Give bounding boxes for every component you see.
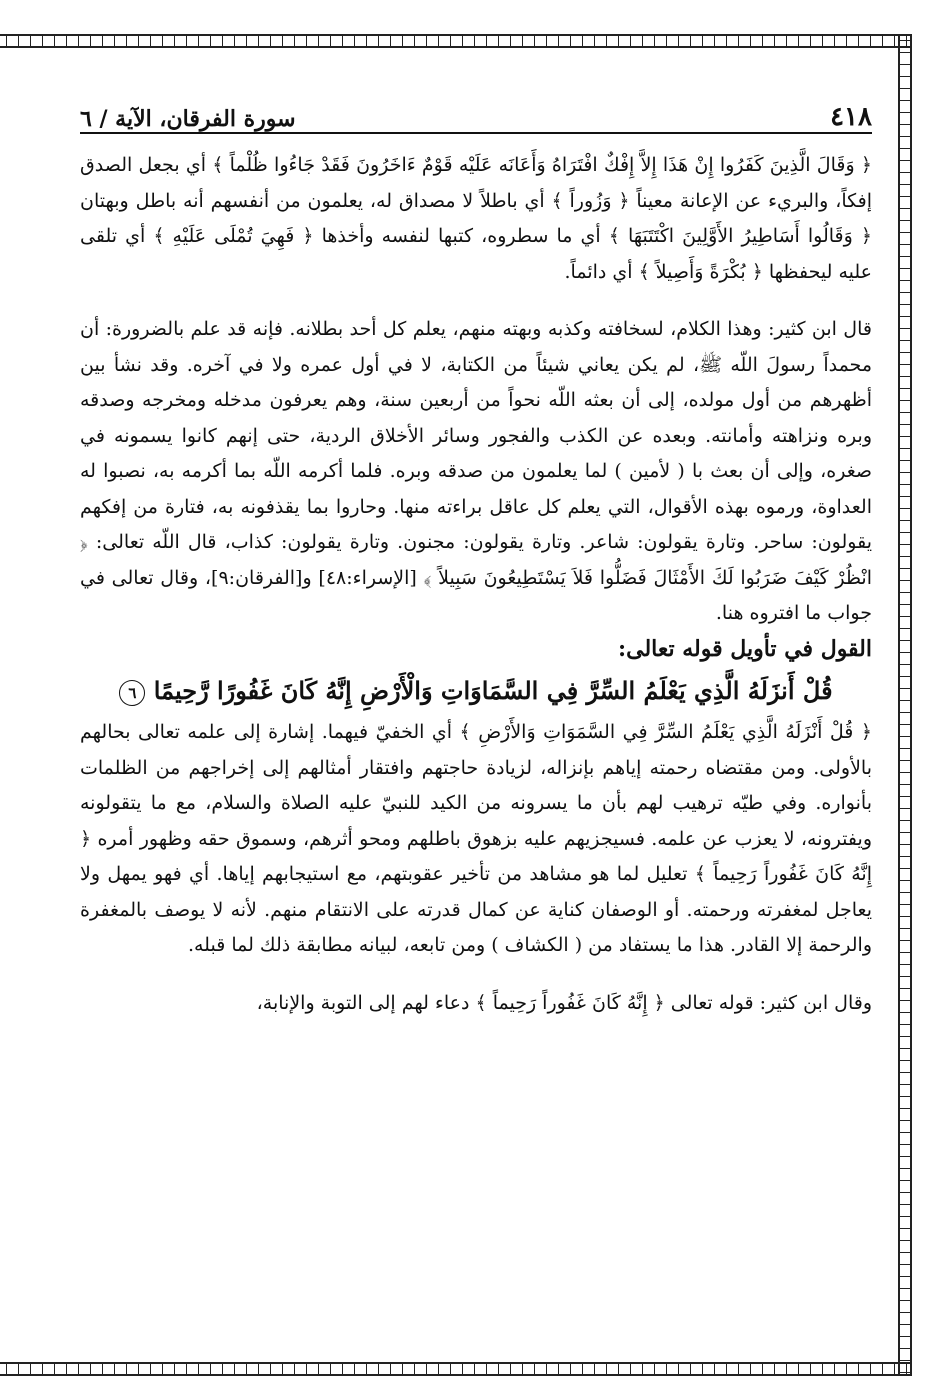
side-border-ornament bbox=[898, 34, 912, 1376]
quran-verse bbox=[80, 667, 872, 715]
section-heading: القول في تأويل قوله تعالى: bbox=[618, 635, 872, 662]
bottom-border-ornament bbox=[0, 1362, 912, 1376]
page-content bbox=[80, 148, 872, 1021]
ayah-number-icon: ٦ bbox=[119, 680, 145, 706]
paragraph: وقال ابن كثير: قوله تعالى ﴿ إِنَّهُ كَانَ غَفُوراً رَحِيماً ﴾ دعاء لهم إلى التوبة والإنابة، bbox=[256, 991, 872, 1014]
top-border-ornament bbox=[0, 34, 912, 48]
paragraph: قال ابن كثير: وهذا الكلام، لسخافته وكذبه وبهته منهم، يعلم كل أحد بطلانه. فإنه قد علم بالضرورة: أن محمداً رسولَ اللّه ﷺ، لم يكن يعاني شيئاً من الكتابة، لا في أول عمره ولا في آخره. وقد نشأ بين أظهرهم من أول مولده، إلى أن بعثه اللّه نحواً من أربعين سنة، وهم يعرفون مدخله ومخرجه وصدقه وبره ونزاهته وأمانته. وبعده عن الكذب والفجور وسائر الأخلاق الردية، حتى إنهم كانوا يسمونه في صغره، وإلى أن بعث با ( لأمين ) لما يعلمون من صدقه وبره. فلما أكرمه اللّه بما أكرمه به، نصبوا له العداوة، ورموه بهذه الأقوال، التي يعلم كل عاقل براءته منها. وحاروا بما يقذفونه به، فتارة من إفكهم يقولون: ساحر. وتارة يقولون: شاعر. وتارة يقولون: مجنون. وتارة يقولون: كذاب، قال اللّه تعالى: ﴿ انْظُرْ كَيْفَ ضَرَبُوا لَكَ الأَمْثَالَ فَضَلُّوا فَلاَ يَسْتَطِيعُونَ سَبِيلاً ﴾ [الإسراء:٤٨] و[الفرقان:٩]، وقال تعالى في جواب ما افتروه هنا. bbox=[80, 318, 872, 624]
page-header bbox=[80, 88, 872, 134]
paragraph: ﴿ وَقَالَ الَّذِينَ كَفَرُوا إِنْ هَذَا إِلاَّ إِفْكٌ افْتَرَاهُ وَأَعَانَه عَلَيْه قَوْمٌ ءَاخَرُونَ فَقَدْ جَاءُوا ظُلْماً ﴾ أي بجعل الصدق إفكاً، والبريء عن الإعانة معيناً ﴿ وَزُوراً ﴾ أي باطلاً لا مصداق له، يعلمون من أنفسهم أنه باطل وبهتان ﴿ وَقَالُوا أَسَاطِيرُ الأَوَّلِينَ اكْتَتَبَهَا ﴾ أي ما سطروه، كتبها لنفسه وأخذها ﴿ فَهِيَ تُمْلَى عَلَيْهِ ﴾ أي تلقى عليه ليحفظها ﴿ بُكْرَةً وَأَصِيلاً ﴾ أي دائماً. bbox=[80, 154, 872, 283]
verse-text: قُلْ أَنزَلَهُ الَّذِي يَعْلَمُ السِّرَّ فِي السَّمَاوَاتِ وَالْأَرْضِ إِنَّهُ كَانَ غَفُورًا رَّحِيمًا bbox=[153, 676, 833, 705]
page-number: ٤١٨ bbox=[830, 102, 872, 132]
page-title: سورة الفرقان، الآية / ٦ bbox=[80, 106, 296, 132]
paragraph: ﴿ قُلْ أَنْزَلَهُ الَّذِي يَعْلَمُ السِّرَّ فِي السَّمَوَاتِ وَالأَرْضِ ﴾ أي الخفيّ فيهما. إشارة إلى علمه تعالى بحالهم بالأولى. ومن مقتضاه رحمته إياهم بإنزاله، لزيادة حاجتهم وافتقار أمثالهم إلى إخراجهم من الظلمات بأنواره. وفي طيّه ترهيب لهم بأن ما يسرونه من الكيد للنبيّ عليه الصلاة والسلام، مع ما يتقولونه ويفترونه، لا يعزب عن علمه. فسيجزيهم عليه بزهوق باطلهم ومحو أثرهم، وسموق حقه وظهور أمره ﴿ إِنَّهُ كَانَ غَفُوراً رَحِيماً ﴾ تعليل لما هو مشاهد من تأخير عقوبتهم، مع استيجابهم إياها. أي فهو يمهل ولا يعاجل لمغفرته ورحمته. أو الوصفان كناية عن كمال قدرته على الانتقام منهم. لأنه لا يوصف بالمغفرة والرحمة إلا القادر. هذا ما يستفاد من ( الكشاف ) ومن تابعه، لبيانه مطابقة ذلك لما قبله. bbox=[80, 721, 872, 956]
